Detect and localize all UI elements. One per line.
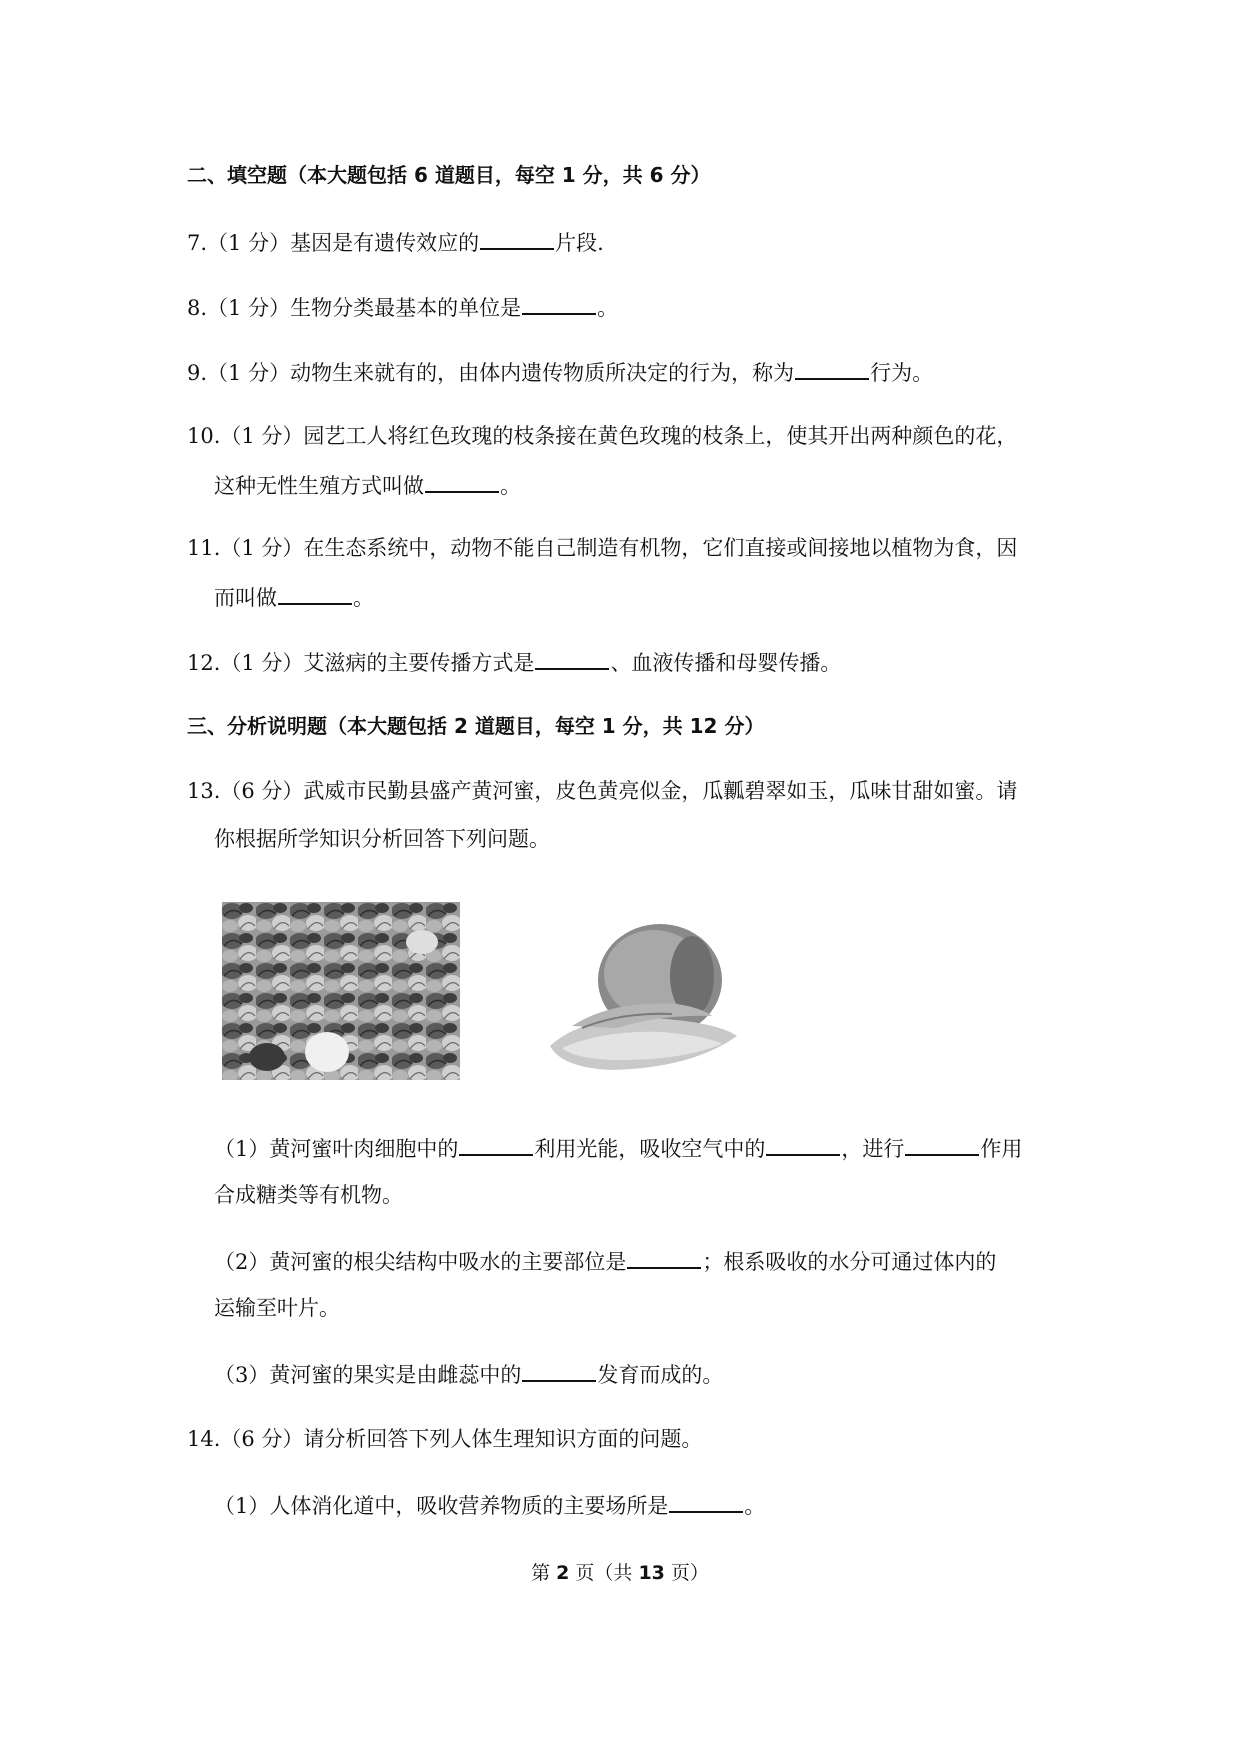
question-10-line-1: 10.（1 分）园艺工人将红色玫瑰的枝条接在黄色玫瑰的枝条上，使其开出两种颜色的花，: [187, 424, 1018, 448]
q13-p1-text-a: （1）黄河蜜叶肉细胞中的: [214, 1137, 459, 1161]
answer-blank[interactable]: [522, 1358, 596, 1382]
question-12-text-end: 、血液传播和母婴传播。: [610, 651, 842, 675]
q13-p1-text-c: ，进行: [841, 1137, 905, 1161]
footer-text: 第: [531, 1562, 557, 1584]
q14-p1-text-a: （1）人体消化道中，吸收营养物质的主要场所是: [214, 1494, 669, 1518]
question-11-text: 而叫做: [214, 586, 277, 610]
footer-text: 页）: [664, 1562, 709, 1584]
melon-field-photo: [222, 902, 460, 1080]
answer-blank[interactable]: [535, 646, 609, 670]
page-footer: [0, 1558, 1240, 1585]
question-8: [187, 291, 618, 323]
melon-fruit-photo: [542, 918, 742, 1078]
question-12-text: 12.（1 分）艾滋病的主要传播方式是: [187, 651, 535, 675]
question-8-text: 8.（1 分）生物分类最基本的单位是: [187, 296, 522, 320]
q13-p2-text-a: （2）黄河蜜的根尖结构中吸水的主要部位是: [214, 1250, 627, 1274]
answer-blank[interactable]: [459, 1132, 533, 1156]
answer-blank[interactable]: [627, 1245, 701, 1269]
question-13-part-2-line-2: 运输至叶片。: [214, 1296, 340, 1320]
question-7-text: 7.（1 分）基因是有遗传效应的: [187, 231, 480, 255]
question-13-line-2: 你根据所学知识分析回答下列问题。: [214, 827, 550, 851]
answer-blank[interactable]: [905, 1132, 979, 1156]
answer-blank[interactable]: [669, 1489, 743, 1513]
question-10-text-end: 。: [500, 474, 521, 498]
answer-blank[interactable]: [278, 581, 352, 605]
answer-blank[interactable]: [766, 1132, 840, 1156]
question-10-text: 这种无性生殖方式叫做: [214, 474, 424, 498]
question-7-text-end: 片段.: [555, 231, 604, 255]
question-13-part-1-line-2: 合成糖类等有机物。: [214, 1183, 403, 1207]
q13-p2-text-b: ；根系吸收的水分可通过体内的: [702, 1250, 997, 1274]
q13-p1-text-d: 作用: [980, 1137, 1023, 1161]
question-9-text: 9.（1 分）动物生来就有的，由体内遗传物质所决定的行为，称为: [187, 361, 795, 385]
answer-blank[interactable]: [795, 356, 869, 380]
question-11-line-1: 11.（1 分）在生态系统中，动物不能自己制造有机物，它们直接或间接地以植物为食，因: [187, 536, 1018, 560]
q14-p1-text-b: 。: [744, 1494, 766, 1518]
question-13-line-1: 13.（6 分）武威市民勤县盛产黄河蜜，皮色黄亮似金，瓜瓤碧翠如玉，瓜味甘甜如蜜。请: [187, 779, 1018, 803]
question-11-text-end: 。: [353, 586, 374, 610]
question-11-line-2: [214, 581, 374, 613]
question-9-text-end: 行为。: [870, 361, 934, 385]
question-13-part-1-line-1: [214, 1132, 1022, 1164]
section-3-heading: 三、分析说明题（本大题包括 2 道题目，每空 1 分，共 12 分）: [187, 714, 765, 738]
q13-p3-text-a: （3）黄河蜜的果实是由雌蕊中的: [214, 1363, 522, 1387]
answer-blank[interactable]: [522, 291, 596, 315]
question-13-part-2-line-1: [214, 1245, 996, 1277]
total-pages: 13: [638, 1562, 665, 1584]
page-number: 2: [556, 1562, 570, 1584]
answer-blank[interactable]: [425, 469, 499, 493]
answer-blank[interactable]: [480, 226, 554, 250]
section-2-heading: 二、填空题（本大题包括 6 道题目，每空 1 分，共 6 分）: [187, 163, 711, 187]
footer-text: 页（共: [569, 1562, 639, 1584]
question-8-text-end: 。: [597, 296, 619, 320]
q13-p1-text-b: 利用光能，吸收空气中的: [534, 1137, 766, 1161]
question-13-part-3: [214, 1358, 723, 1390]
question-9: [187, 356, 933, 388]
question-14-line-1: 14.（6 分）请分析回答下列人体生理知识方面的问题。: [187, 1427, 703, 1451]
question-12: [187, 646, 841, 678]
q13-p3-text-b: 发育而成的。: [597, 1363, 724, 1387]
question-14-part-1: [214, 1489, 765, 1521]
question-10-line-2: [214, 469, 521, 501]
question-7: [187, 226, 604, 258]
